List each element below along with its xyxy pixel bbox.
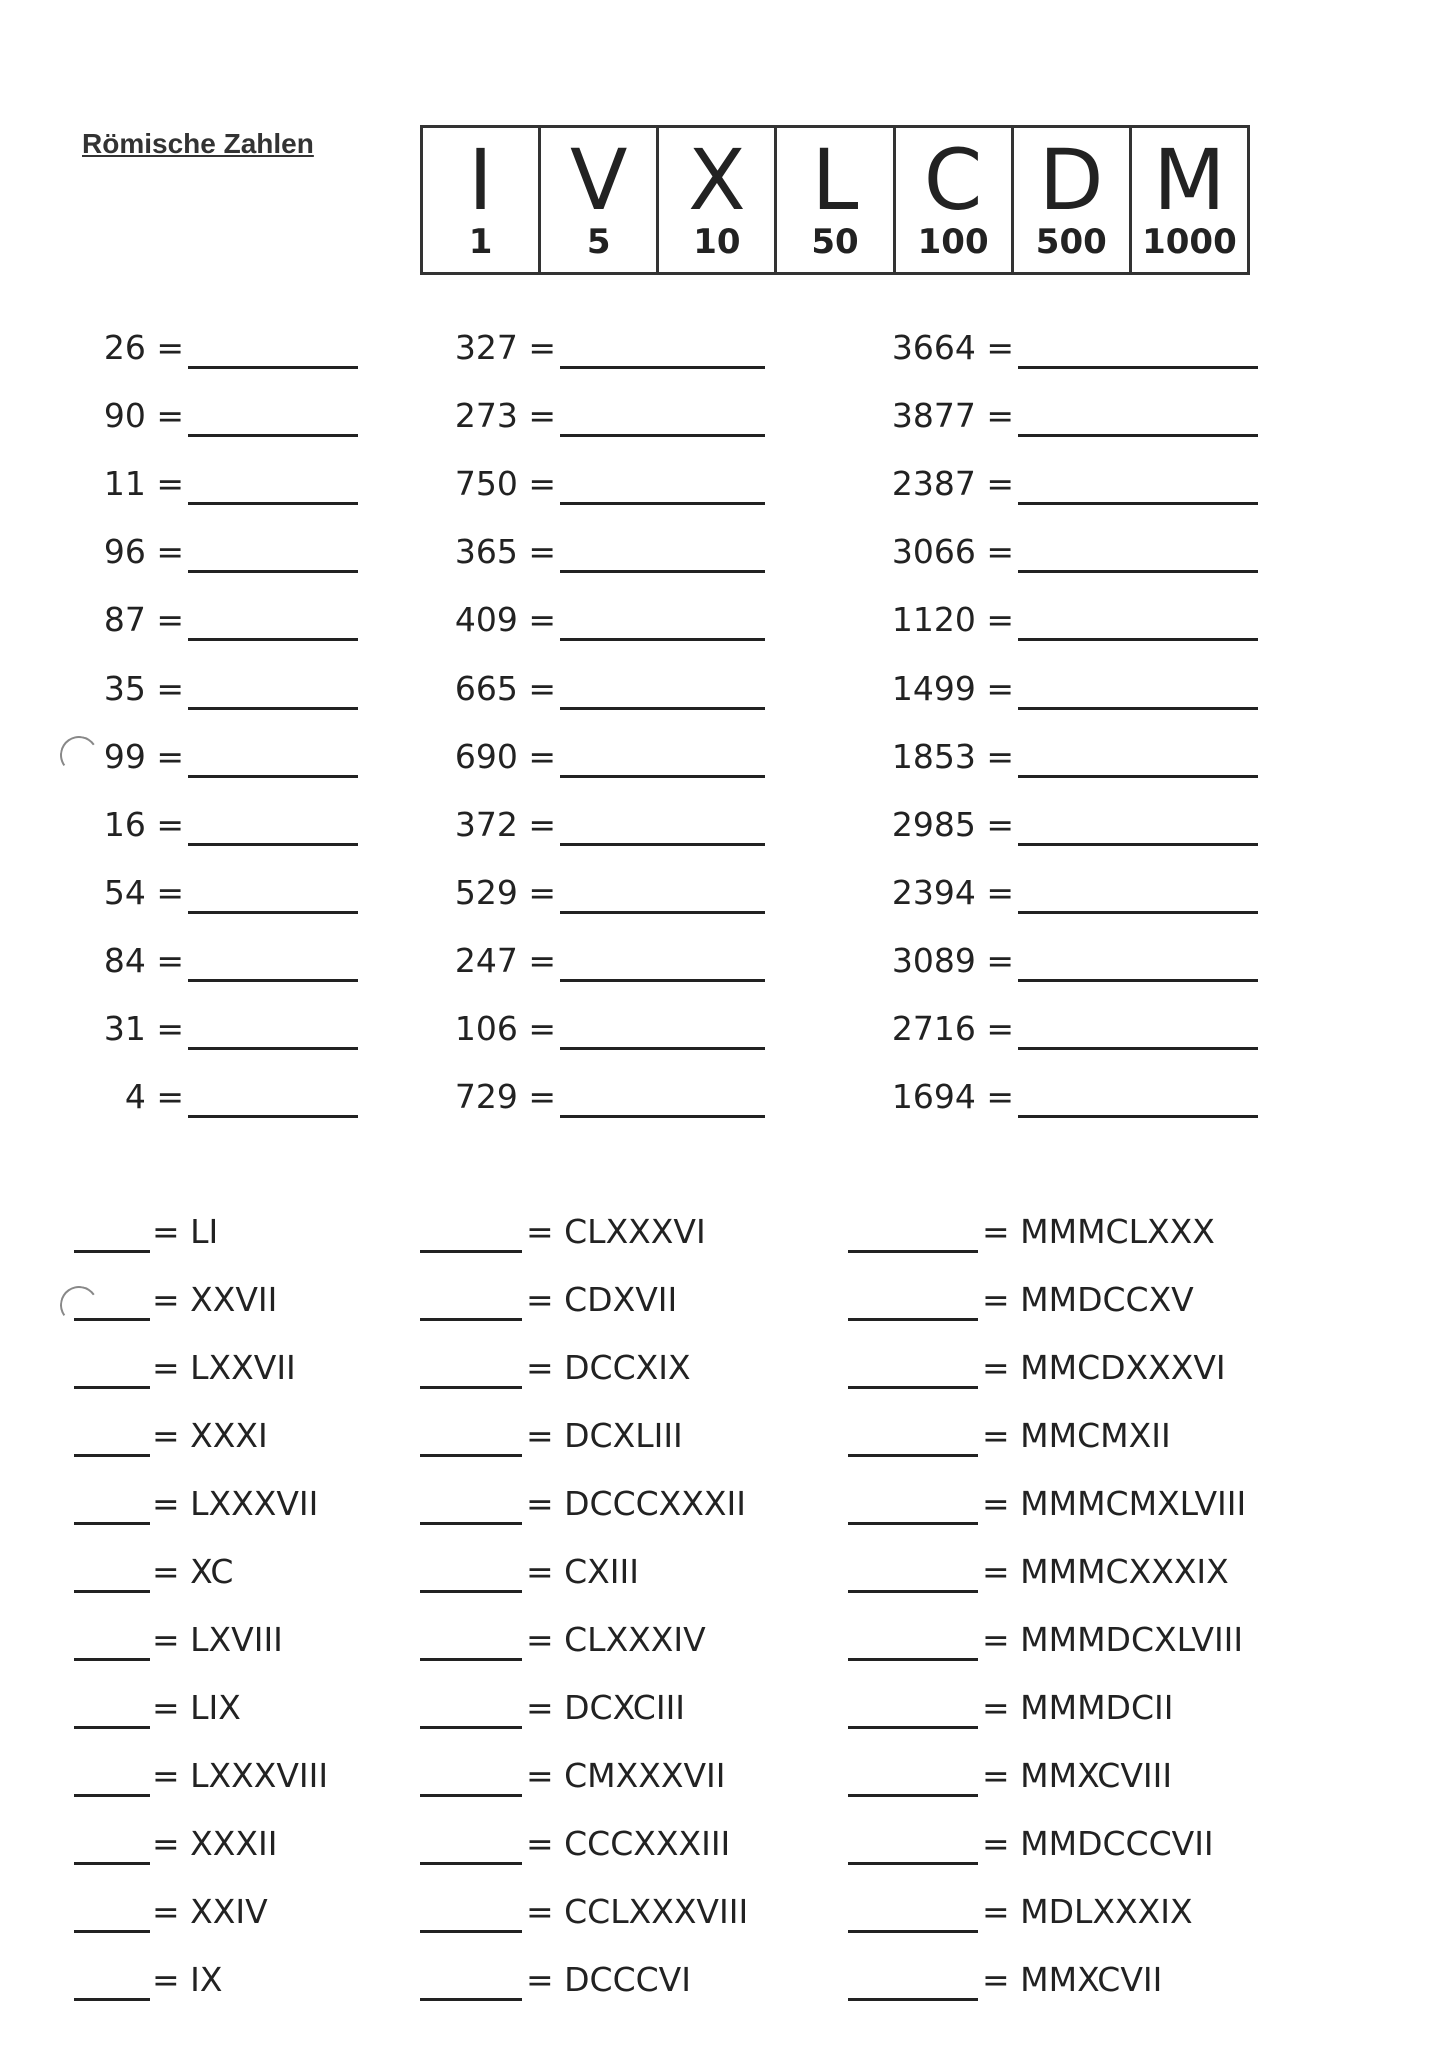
answer-blank[interactable] [188, 775, 358, 778]
arabic-number: 1853 = [891, 736, 1014, 776]
arabic-number: 1120 = [891, 600, 1014, 640]
answer-blank[interactable] [420, 1794, 522, 1797]
arabic-number: 327 = [454, 328, 556, 367]
key-cell-m [1132, 128, 1247, 272]
answer-blank[interactable] [560, 843, 765, 846]
arabic-number: 409 = [454, 600, 556, 640]
roman-numeral: = LIX [152, 1688, 241, 1727]
answer-blank[interactable] [1018, 1115, 1258, 1118]
arabic-number: 96 = [103, 532, 184, 572]
key-value: 5 [586, 222, 611, 262]
arabic-number: 1694 = [891, 1077, 1014, 1117]
answer-blank[interactable] [848, 1250, 978, 1253]
roman-numeral: = MMCMXII [982, 1416, 1171, 1455]
roman-numeral: = CXIII [526, 1552, 639, 1591]
answer-blank[interactable] [1018, 707, 1258, 710]
arabic-number: 247 = [454, 940, 556, 980]
key-symbol: I [468, 131, 493, 229]
arabic-number: 90 = [103, 396, 184, 436]
arabic-number: 2394 = [891, 872, 1014, 912]
key-cell-d [1014, 128, 1132, 272]
answer-blank[interactable] [560, 1047, 765, 1050]
roman-numeral: = DCXLIII [526, 1416, 683, 1455]
answer-blank[interactable] [74, 1454, 150, 1457]
arabic-number: 665 = [454, 668, 556, 708]
roman-numeral: = CDXVII [526, 1280, 678, 1319]
answer-blank[interactable] [1018, 570, 1258, 573]
arabic-number: 26 = [103, 328, 184, 367]
arabic-number: 4 = [124, 1077, 184, 1117]
key-symbol: M [1153, 131, 1226, 229]
roman-numeral: = LXXVII [152, 1348, 296, 1387]
answer-blank[interactable] [74, 1930, 150, 1933]
answer-blank[interactable] [74, 1386, 150, 1389]
arabic-number: 3877 = [891, 396, 1014, 436]
answer-blank[interactable] [188, 638, 358, 641]
roman-numeral: = LI [152, 1212, 219, 1251]
roman-numeral: = XXXI [152, 1416, 268, 1455]
answer-blank[interactable] [560, 707, 765, 710]
arabic-number: 11 = [103, 464, 184, 504]
answer-blank[interactable] [1018, 979, 1258, 982]
worksheet-title: Römische Zahlen [82, 128, 314, 159]
arabic-number: 729 = [454, 1077, 556, 1117]
roman-numeral: = MMMCMXLVIII [982, 1484, 1247, 1523]
answer-blank[interactable] [74, 1658, 150, 1661]
roman-numeral: = DCXCIII [526, 1688, 686, 1727]
answer-blank[interactable] [1018, 911, 1258, 914]
answer-blank[interactable] [560, 502, 765, 505]
answer-blank[interactable] [188, 911, 358, 914]
answer-blank[interactable] [560, 638, 765, 641]
answer-blank[interactable] [74, 1318, 150, 1321]
roman-numeral: = IX [152, 1960, 223, 1999]
answer-blank[interactable] [74, 1590, 150, 1593]
roman-numeral: = MMXCVII [982, 1960, 1163, 1999]
arabic-number: 16 = [103, 804, 184, 844]
answer-blank[interactable] [420, 1998, 522, 2001]
answer-blank[interactable] [848, 1794, 978, 1797]
roman-numeral: = MMMCLXXX [982, 1212, 1215, 1251]
numeral-key-table [420, 125, 1250, 275]
answer-blank[interactable] [420, 1726, 522, 1729]
key-value: 1000 [1142, 222, 1237, 262]
answer-blank[interactable] [848, 1998, 978, 2001]
arabic-number: 2387 = [891, 464, 1014, 504]
answer-blank[interactable] [74, 1862, 150, 1865]
answer-blank[interactable] [74, 1794, 150, 1797]
answer-blank[interactable] [188, 1047, 358, 1050]
key-symbol: V [569, 131, 628, 229]
answer-blank[interactable] [848, 1590, 978, 1593]
key-value: 50 [811, 222, 859, 262]
answer-blank[interactable] [188, 707, 358, 710]
answer-blank[interactable] [420, 1930, 522, 1933]
answer-blank[interactable] [560, 979, 765, 982]
arabic-number: 54 = [103, 872, 184, 912]
answer-blank[interactable] [188, 502, 358, 505]
arabic-number: 372 = [454, 804, 556, 844]
answer-blank[interactable] [560, 1115, 765, 1118]
key-symbol: X [688, 131, 746, 229]
answer-blank[interactable] [848, 1454, 978, 1457]
roman-numeral: = MMCDXXXVI [982, 1348, 1226, 1387]
arabic-number: 750 = [454, 464, 556, 504]
answer-blank[interactable] [188, 366, 358, 369]
answer-blank[interactable] [848, 1658, 978, 1661]
arabic-number: 84 = [103, 940, 184, 980]
answer-blank[interactable] [420, 1250, 522, 1253]
answer-blank[interactable] [560, 434, 765, 437]
roman-numeral: = MMDCCCVII [982, 1824, 1214, 1863]
answer-blank[interactable] [848, 1726, 978, 1729]
roman-numeral: = XC [152, 1552, 234, 1591]
key-cell-i [423, 128, 541, 272]
roman-numeral: = CCLXXXVIII [526, 1892, 749, 1931]
answer-blank[interactable] [560, 570, 765, 573]
answer-blank[interactable] [1018, 502, 1258, 505]
roman-numeral: = CCCXXXIII [526, 1824, 731, 1863]
roman-numeral: = MMXCVIII [982, 1756, 1173, 1795]
answer-blank[interactable] [420, 1386, 522, 1389]
answer-blank[interactable] [420, 1862, 522, 1865]
arabic-number: 529 = [454, 872, 556, 912]
answer-blank[interactable] [1018, 775, 1258, 778]
arabic-number: 3089 = [891, 940, 1014, 980]
roman-numeral: = MMMCXXXIX [982, 1552, 1229, 1591]
key-value: 10 [693, 222, 741, 262]
key-value: 1 [468, 222, 493, 262]
answer-blank[interactable] [560, 366, 765, 369]
arabic-number: 3664 = [891, 328, 1014, 367]
answer-blank[interactable] [848, 1930, 978, 1933]
roman-numeral: = MMMDCII [982, 1688, 1174, 1727]
roman-numeral: = XXVII [152, 1280, 278, 1319]
roman-numeral: = LXVIII [152, 1620, 283, 1659]
arabic-number: 365 = [454, 532, 556, 572]
answer-blank[interactable] [420, 1590, 522, 1593]
roman-numeral: = MDLXXXIX [982, 1892, 1193, 1931]
answer-blank[interactable] [188, 1115, 358, 1118]
roman-numeral: = CLXXXVI [526, 1212, 706, 1251]
arabic-number: 273 = [454, 396, 556, 436]
answer-blank[interactable] [1018, 1047, 1258, 1050]
arabic-number: 1499 = [891, 668, 1014, 708]
arabic-number: 31 = [103, 1009, 184, 1048]
answer-blank[interactable] [1018, 366, 1258, 369]
key-symbol: C [923, 131, 983, 229]
key-cell-v [541, 128, 659, 272]
roman-numeral: = DCCCVI [526, 1960, 691, 1999]
arabic-number: 3066 = [891, 532, 1014, 572]
answer-blank[interactable] [848, 1318, 978, 1321]
answer-blank[interactable] [74, 1998, 150, 2001]
roman-numeral: = LXXXVII [152, 1484, 319, 1523]
roman-numeral: = CLXXXIV [526, 1620, 706, 1659]
key-cell-l [777, 128, 895, 272]
roman-numeral: = DCCCXXXII [526, 1484, 746, 1523]
answer-blank[interactable] [848, 1386, 978, 1389]
arabic-number: 35 = [103, 668, 184, 708]
roman-numeral: = XXIV [152, 1892, 268, 1931]
roman-numeral: = DCCXIX [526, 1348, 691, 1387]
roman-numeral: = LXXXVIII [152, 1756, 329, 1795]
key-value: 100 [917, 222, 989, 262]
roman-numeral: = MMMDCXLVIII [982, 1620, 1244, 1659]
answer-blank[interactable] [560, 775, 765, 778]
answer-blank[interactable] [188, 570, 358, 573]
arabic-number: 87 = [103, 600, 184, 640]
arabic-number: 99 = [103, 736, 184, 776]
answer-blank[interactable] [848, 1522, 978, 1525]
arabic-number: 2985 = [891, 804, 1014, 844]
key-symbol: D [1038, 131, 1104, 229]
arabic-number: 690 = [454, 736, 556, 776]
answer-blank[interactable] [188, 843, 358, 846]
key-symbol: L [811, 131, 859, 229]
answer-blank[interactable] [1018, 638, 1258, 641]
answer-blank[interactable] [1018, 434, 1258, 437]
answer-blank[interactable] [420, 1454, 522, 1457]
answer-blank[interactable] [420, 1658, 522, 1661]
key-cell-x [659, 128, 777, 272]
answer-blank[interactable] [420, 1318, 522, 1321]
answer-blank[interactable] [74, 1726, 150, 1729]
arabic-number: 106 = [454, 1009, 556, 1048]
answer-blank[interactable] [74, 1250, 150, 1253]
answer-blank[interactable] [560, 911, 765, 914]
key-value: 500 [1035, 222, 1107, 262]
answer-blank[interactable] [74, 1522, 150, 1525]
key-cell-c [896, 128, 1014, 272]
answer-blank[interactable] [1018, 843, 1258, 846]
answer-blank[interactable] [188, 979, 358, 982]
roman-numeral: = MMDCCXV [982, 1280, 1194, 1319]
answer-blank[interactable] [420, 1522, 522, 1525]
roman-numeral: = CMXXXVII [526, 1756, 726, 1795]
arabic-number: 2716 = [891, 1009, 1014, 1048]
roman-numeral: = XXXII [152, 1824, 278, 1863]
answer-blank[interactable] [188, 434, 358, 437]
answer-blank[interactable] [848, 1862, 978, 1865]
